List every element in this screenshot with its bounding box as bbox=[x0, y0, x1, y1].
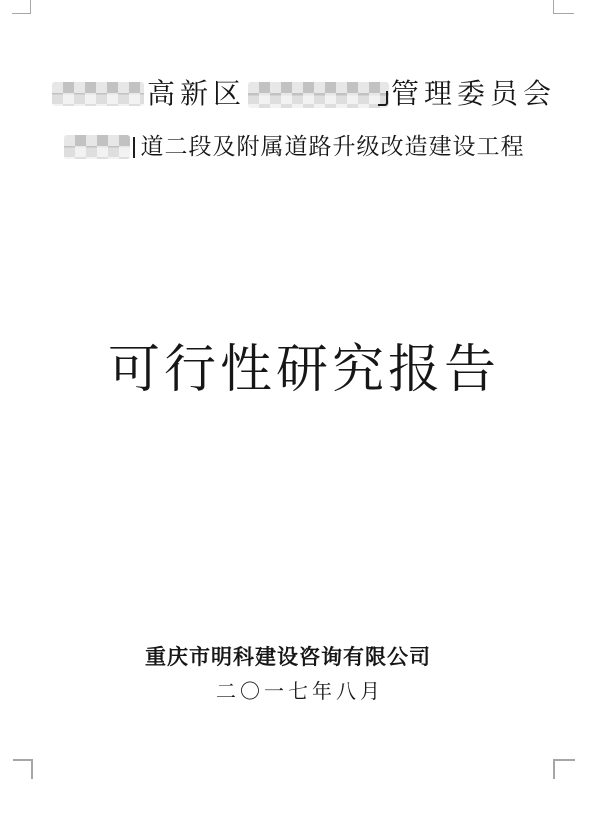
company-name: 重庆市明科建设咨询有限公司 bbox=[145, 644, 431, 669]
crop-mark-top-right bbox=[553, 0, 574, 14]
page-title: 可行性研究报告 bbox=[107, 340, 500, 400]
redacted-block-line2-leading bbox=[64, 135, 130, 159]
crop-mark-top-left bbox=[12, 0, 31, 14]
header-line-2 bbox=[0, 130, 598, 164]
redacted-block-line1-middle bbox=[248, 82, 389, 108]
header-line1-segment2: 管理委员会 bbox=[391, 77, 557, 110]
partial-character-artifact bbox=[378, 91, 388, 106]
header-line-1 bbox=[0, 76, 608, 112]
header-line2-text: 道二段及附属道路升级改造建设工程 bbox=[140, 134, 525, 160]
crop-mark-bottom-right bbox=[553, 759, 575, 779]
crop-mark-bottom-left bbox=[13, 759, 33, 779]
redacted-block-line1-leading bbox=[52, 82, 144, 106]
publication-date: 二〇一七年八月 bbox=[216, 679, 384, 703]
partial-character-artifact bbox=[133, 137, 135, 158]
header-line1-segment1: 高新区 bbox=[146, 77, 246, 110]
